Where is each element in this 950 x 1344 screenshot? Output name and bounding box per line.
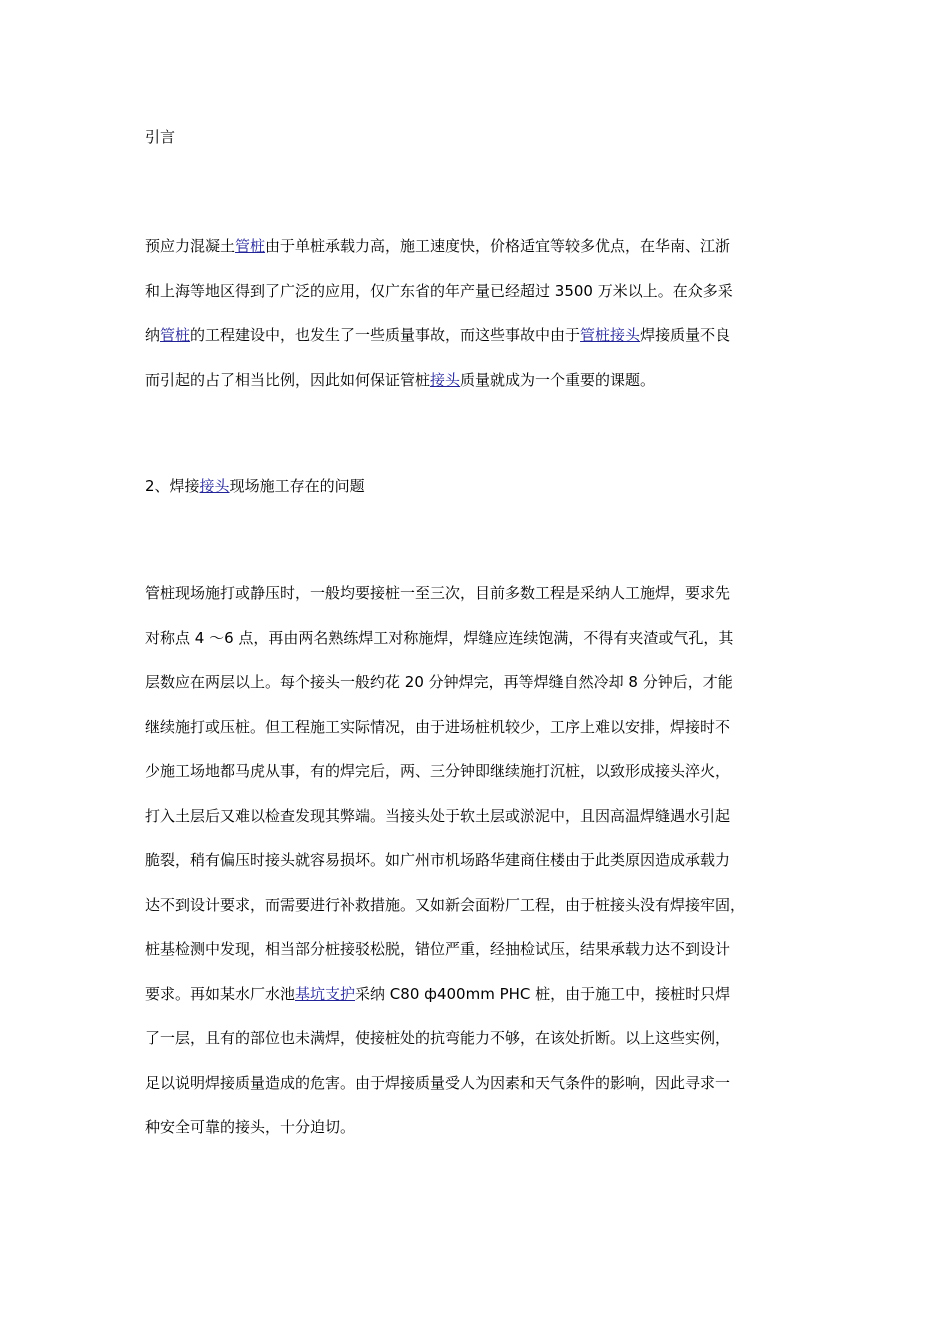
text-run: 对称点 4 ～6 点，再由两名熟练焊工对称施焊，焊缝应连续饱满，不得有夹渣或气孔，其 — [145, 628, 734, 647]
text-run: 脆裂，稍有偏压时接头就容易损坏。如广州市机场路华建商住楼由于此类原因造成承载力 — [145, 851, 731, 869]
text-line — [145, 1116, 805, 1161]
text-run: 达不到设计要求，而需要进行补救措施。又如新会面粉厂工程，由于桩接头没有焊接牢固， — [145, 895, 746, 914]
inline-link[interactable]: 基坑支护 — [295, 984, 356, 1003]
text-run: 桩基检测中发现，相当部分桩接驳松脱，错位严重，经抽检试压，结果承载力达不到设计 — [145, 940, 731, 958]
section-2-paragraph — [145, 582, 805, 1161]
text-run: 预应力混凝土 — [145, 237, 236, 255]
text-line — [145, 849, 805, 894]
text-line — [145, 627, 805, 672]
text-line — [145, 894, 805, 939]
section-2-heading — [145, 475, 365, 497]
text-run: 的工程建设中，也发生了一些质量事故，而这些事故中由于 — [190, 326, 581, 344]
text-line — [145, 582, 805, 627]
text-run: 由于单桩承载力高，施工速度快，价格适宜等较多优点，在华南、江浙 — [265, 237, 731, 255]
text-run: 现场施工存在的问题 — [229, 477, 365, 495]
text-run: 层数应在两层以上。每个接头一般约花 20 分钟焊完，再等焊缝自然冷却 8 分钟后，才能 — [145, 673, 733, 691]
text-run: 要求。再如某水厂水池 — [145, 984, 296, 1003]
text-run: 纳 — [145, 326, 161, 344]
text-run: 和上海等地区得到了广泛的应用，仅广东省的年产量已经超过 3500 万米以上。在众多采 — [145, 281, 733, 300]
text-run: 打入土层后又难以检查发现其弊端。当接头处于软土层或淤泥中，且因高温焊缝遇水引起 — [145, 806, 731, 825]
text-line — [145, 805, 805, 850]
inline-link[interactable]: 管桩接头 — [580, 326, 641, 344]
intro-heading: 引言 — [145, 128, 176, 146]
text-line — [145, 1027, 805, 1072]
text-line — [145, 235, 805, 280]
inline-link[interactable]: 接头 — [430, 370, 461, 389]
inline-link[interactable]: 管桩 — [160, 326, 191, 344]
text-run: 足以说明焊接质量造成的危害。由于焊接质量受人为因素和天气条件的影响，因此寻求一 — [145, 1073, 731, 1092]
intro-paragraph — [145, 235, 805, 413]
text-line — [145, 324, 805, 369]
text-run: 焊接质量不良 — [640, 326, 731, 344]
text-run: 质量就成为一个重要的课题。 — [460, 370, 656, 389]
inline-link[interactable]: 管桩 — [235, 237, 266, 255]
text-run: 少施工场地都马虎从事，有的焊完后，两、三分钟即继续施打沉桩，以致形成接头淬火， — [145, 762, 731, 780]
text-line — [145, 1072, 805, 1117]
text-run: 继续施打或压桩。但工程施工实际情况，由于进场桩机较少，工序上难以安排，焊接时不 — [145, 717, 731, 736]
text-line — [145, 716, 805, 761]
text-run: 了一层，且有的部位也未满焊，使接桩处的抗弯能力不够，在该处折断。以上这些实例， — [145, 1029, 731, 1047]
text-run: 采纳 C80 ф400mm PHC 桩，由于施工中，接桩时只焊 — [355, 984, 731, 1003]
text-line — [145, 760, 805, 805]
text-line — [145, 280, 805, 325]
text-run: 种安全可靠的接头，十分迫切。 — [145, 1118, 356, 1136]
text-run: 管桩现场施打或静压时，一般均要接桩一至三次，目前多数工程是采纳人工施焊，要求先 — [145, 584, 731, 602]
text-line — [145, 671, 805, 716]
text-line — [145, 369, 805, 414]
text-line — [145, 983, 805, 1028]
text-line — [145, 938, 805, 983]
text-run: 而引起的占了相当比例，因此如何保证管桩 — [145, 370, 431, 389]
text-run: 2、焊接 — [145, 477, 200, 495]
inline-link[interactable]: 接头 — [199, 477, 230, 495]
